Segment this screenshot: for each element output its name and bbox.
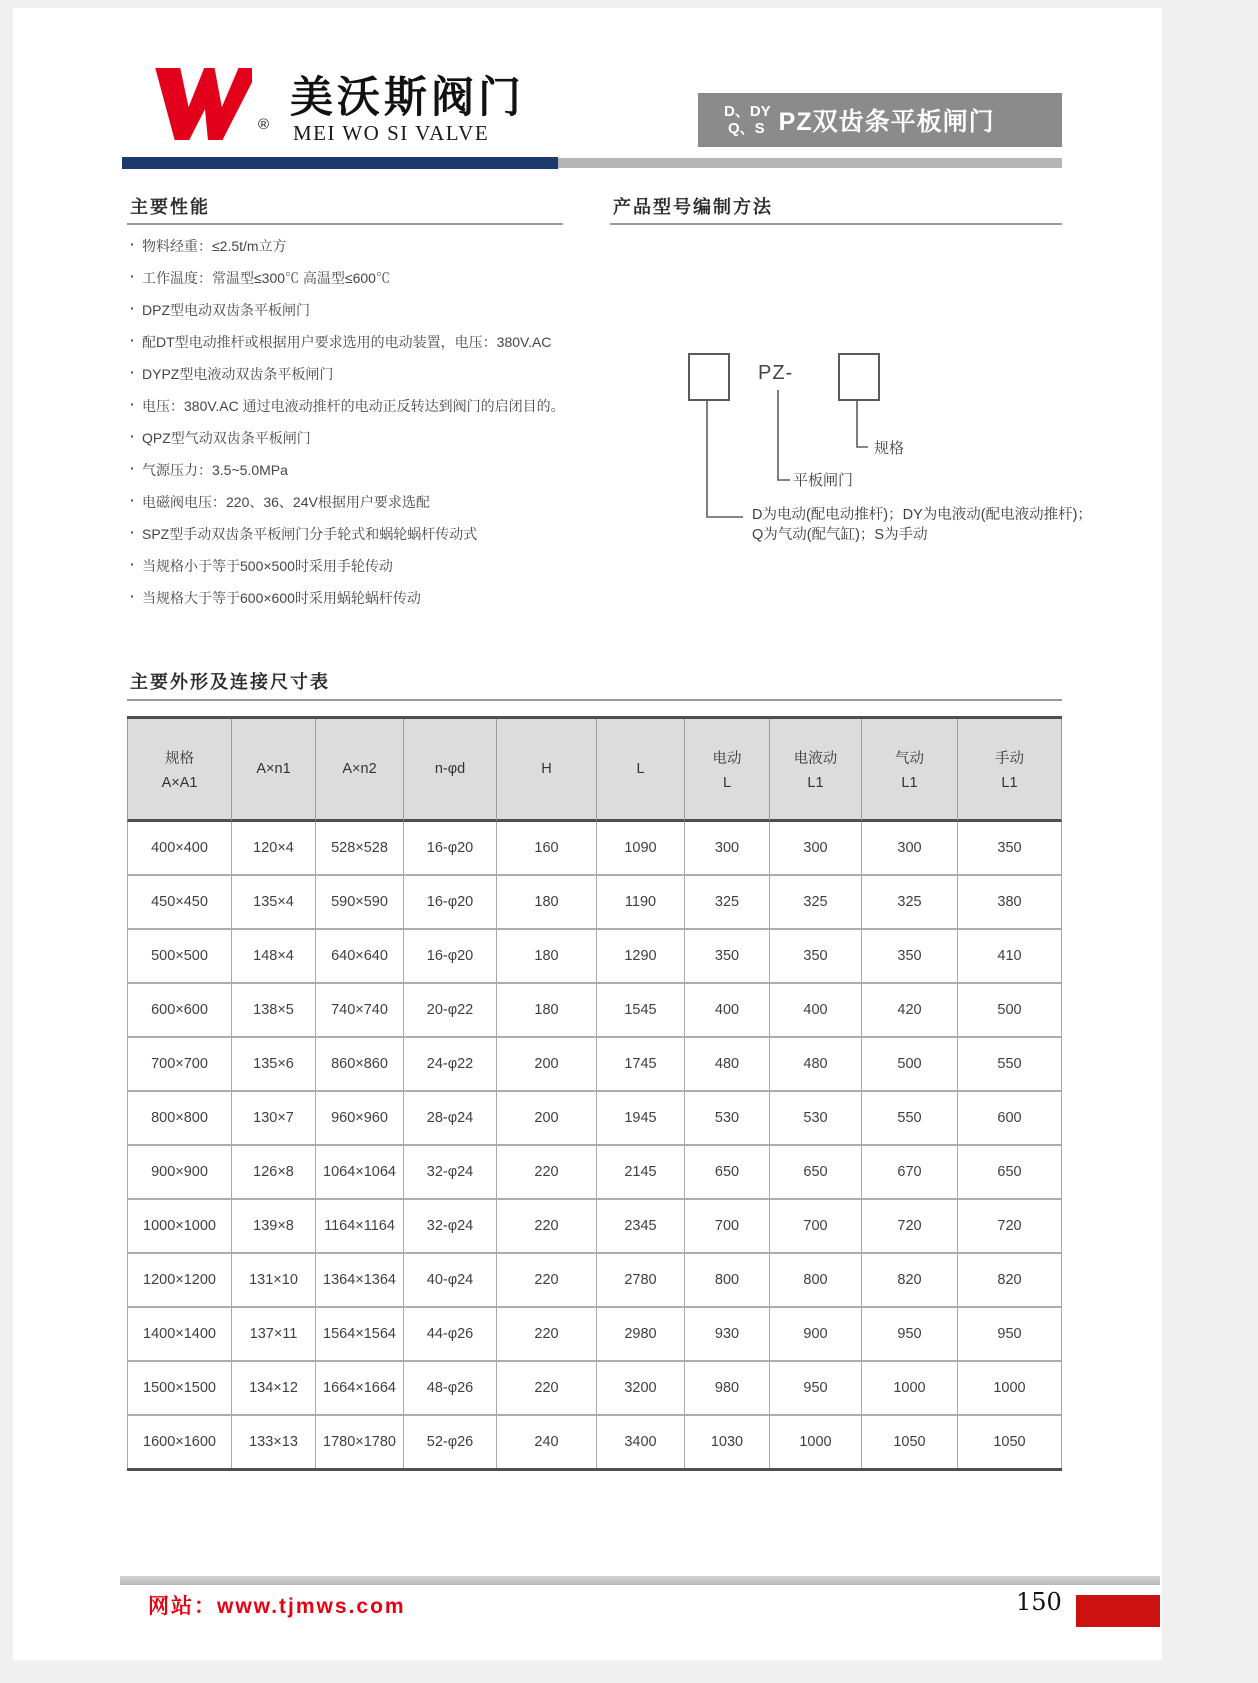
table-cell: 900×900	[127, 1146, 232, 1200]
table-cell: 700	[685, 1200, 770, 1254]
performance-item-text: QPZ型气动双齿条平板闸门	[142, 430, 311, 446]
header-label-top: 手动	[995, 751, 1024, 767]
performance-item-text: 电磁阀电压：220、36、24V根据用户要求选配	[142, 494, 430, 510]
table-header-cell	[958, 719, 1062, 822]
table-cell: 350	[770, 930, 862, 984]
performance-item-text: 工作温度：常温型≤300℃ 高温型≤600℃	[142, 270, 390, 286]
table-cell: 20-φ22	[404, 984, 497, 1038]
table-row	[127, 930, 1062, 984]
table-cell: 160	[497, 822, 597, 876]
performance-heading-rule	[127, 223, 563, 225]
model-diagram-spec-label: 规格	[874, 440, 905, 457]
table-cell: 135×4	[232, 876, 316, 930]
header-label-bottom: L1	[901, 775, 918, 791]
table-header-cell	[862, 719, 958, 822]
table-cell: 590×590	[316, 876, 404, 930]
table-cell: 950	[862, 1308, 958, 1362]
table-cell: 200	[497, 1038, 597, 1092]
table-cell: 500×500	[127, 930, 232, 984]
table-cell: 980	[685, 1362, 770, 1416]
model-diagram-drive-label-line1: D为电动(配电动推杆)；DY为电液动(配电液动推杆)；	[752, 507, 1092, 523]
table-cell: 530	[770, 1092, 862, 1146]
performance-item-text: 当规格大于等于600×600时采用蜗轮蜗杆传动	[142, 590, 421, 606]
table-cell: 1945	[597, 1092, 685, 1146]
table-cell: 325	[862, 876, 958, 930]
table-cell: 2980	[597, 1308, 685, 1362]
table-cell: 450×450	[127, 876, 232, 930]
table-cell: 1050	[958, 1416, 1062, 1468]
performance-item-text: DYPZ型电液动双齿条平板闸门	[142, 366, 334, 382]
table-cell: 24-φ22	[404, 1038, 497, 1092]
header-label-top: 规格	[165, 751, 194, 767]
header-label-top: H	[541, 761, 552, 777]
table-header-cell	[232, 719, 316, 822]
bullet-dot: ·	[130, 492, 135, 508]
logo-name-cn: 美沃斯阀门	[290, 73, 525, 123]
table-cell: 1200×1200	[127, 1254, 232, 1308]
table-cell: 640×640	[316, 930, 404, 984]
table-cell: 1400×1400	[127, 1308, 232, 1362]
table-cell: 180	[497, 930, 597, 984]
table-header-cell	[404, 719, 497, 822]
table-header-row	[127, 719, 1062, 822]
table-header-cell	[316, 719, 404, 822]
logo-name-en: MEI WO SI VALVE	[293, 121, 490, 145]
table-cell: 650	[958, 1146, 1062, 1200]
performance-item	[130, 364, 580, 396]
table-row	[127, 1362, 1062, 1416]
table-row	[127, 1038, 1062, 1092]
table-cell: 650	[770, 1146, 862, 1200]
table-cell: 950	[770, 1362, 862, 1416]
bullet-dot: ·	[130, 332, 135, 348]
product-banner	[698, 93, 1062, 147]
table-cell: 1090	[597, 822, 685, 876]
performance-item	[130, 524, 580, 556]
model-diagram-valve-label: 平板闸门	[793, 472, 854, 489]
table-row	[127, 984, 1062, 1038]
model-diagram-drive-box	[688, 353, 730, 401]
table-row	[127, 1200, 1062, 1254]
header-label-bottom: L1	[807, 775, 824, 791]
table-row	[127, 1308, 1062, 1362]
footer-red-block	[1076, 1595, 1160, 1627]
header-label-top: A×n2	[342, 761, 377, 777]
table-cell: 180	[497, 984, 597, 1038]
model-diagram-drive-label-line2: Q为气动(配气缸)；S为手动	[752, 527, 928, 543]
model-method-heading: 产品型号编制方法	[613, 197, 773, 217]
table-cell: 300	[685, 822, 770, 876]
header-rule-gray	[558, 158, 1062, 168]
table-cell: 300	[770, 822, 862, 876]
scan-edge-right	[1162, 0, 1258, 1683]
table-cell: 860×860	[316, 1038, 404, 1092]
table-cell: 3400	[597, 1416, 685, 1468]
table-cell: 16-φ20	[404, 930, 497, 984]
bullet-dot: ·	[130, 428, 135, 444]
table-cell: 350	[958, 822, 1062, 876]
table-cell: 16-φ20	[404, 876, 497, 930]
table-cell: 1000	[958, 1362, 1062, 1416]
table-cell: 820	[958, 1254, 1062, 1308]
bullet-dot: ·	[130, 524, 135, 540]
table-cell: 1564×1564	[316, 1308, 404, 1362]
registered-mark: ®	[258, 116, 270, 133]
table-cell: 960×960	[316, 1092, 404, 1146]
table-cell: 350	[862, 930, 958, 984]
performance-heading: 主要性能	[130, 197, 210, 217]
table-cell: 930	[685, 1308, 770, 1362]
banner-codes-line1: D、DY	[724, 102, 771, 120]
table-cell: 1780×1780	[316, 1416, 404, 1468]
performance-item-text: 物料经重：≤2.5t/m立方	[142, 238, 287, 254]
table-row	[127, 822, 1062, 876]
performance-item-text: 配DT型电动推杆或根据用户要求选用的电动装置，电压：380V.AC	[142, 334, 552, 350]
table-cell: 400	[770, 984, 862, 1038]
table-cell: 220	[497, 1200, 597, 1254]
performance-item-text: SPZ型手动双齿条平板闸门分手轮式和蜗轮蜗杆传动式	[142, 526, 478, 542]
table-row	[127, 876, 1062, 930]
table-cell: 220	[497, 1362, 597, 1416]
header-rule-blue	[122, 157, 558, 169]
table-cell: 900	[770, 1308, 862, 1362]
table-cell: 2345	[597, 1200, 685, 1254]
table-cell: 1290	[597, 930, 685, 984]
table-cell: 137×11	[232, 1308, 316, 1362]
table-cell: 528×528	[316, 822, 404, 876]
table-cell: 1664×1664	[316, 1362, 404, 1416]
table-cell: 220	[497, 1254, 597, 1308]
table-cell: 550	[862, 1092, 958, 1146]
performance-item	[130, 396, 580, 428]
performance-item-text: 电压：380V.AC 通过电液动推杆的电动正反转达到阀门的启闭目的。	[142, 398, 565, 414]
table-cell: 480	[770, 1038, 862, 1092]
bullet-dot: ·	[130, 364, 135, 380]
table-cell: 350	[685, 930, 770, 984]
table-cell: 720	[958, 1200, 1062, 1254]
bullet-dot: ·	[130, 396, 135, 412]
table-cell: 410	[958, 930, 1062, 984]
table-header-cell	[127, 719, 232, 822]
table-cell: 134×12	[232, 1362, 316, 1416]
table-cell: 32-φ24	[404, 1146, 497, 1200]
performance-item	[130, 236, 580, 268]
table-cell: 600	[958, 1092, 1062, 1146]
table-cell: 1545	[597, 984, 685, 1038]
table-cell: 720	[862, 1200, 958, 1254]
table-header-cell	[770, 719, 862, 822]
bullet-dot: ·	[130, 588, 135, 604]
performance-item	[130, 300, 580, 332]
header-label-bottom: L1	[1001, 775, 1018, 791]
table-cell: 40-φ24	[404, 1254, 497, 1308]
table-cell: 500	[862, 1038, 958, 1092]
footer-rule	[120, 1576, 1160, 1585]
table-cell: 550	[958, 1038, 1062, 1092]
bullet-dot: ·	[130, 268, 135, 284]
table-cell: 1500×1500	[127, 1362, 232, 1416]
bullet-dot: ·	[130, 300, 135, 316]
header-label-bottom: L	[722, 775, 732, 791]
performance-item	[130, 460, 580, 492]
table-header-cell	[685, 719, 770, 822]
table-cell: 1164×1164	[316, 1200, 404, 1254]
page-number: 150	[1016, 1588, 1062, 1616]
header-label-top: n-φd	[434, 761, 466, 777]
table-cell: 1600×1600	[127, 1416, 232, 1468]
table-cell: 2780	[597, 1254, 685, 1308]
bullet-dot: ·	[130, 460, 135, 476]
table-row	[127, 1146, 1062, 1200]
table-cell: 16-φ20	[404, 822, 497, 876]
table-cell: 650	[685, 1146, 770, 1200]
table-cell: 180	[497, 876, 597, 930]
table-cell: 600×600	[127, 984, 232, 1038]
table-cell: 1190	[597, 876, 685, 930]
header-label-top: 电动	[712, 751, 742, 767]
performance-item	[130, 332, 580, 364]
table-header-cell	[497, 719, 597, 822]
table-cell: 32-φ24	[404, 1200, 497, 1254]
header-label-bottom: A×A1	[161, 775, 198, 791]
model-method-heading-rule	[610, 223, 1062, 225]
table-cell: 48-φ26	[404, 1362, 497, 1416]
table-cell: 1000	[770, 1416, 862, 1468]
performance-list	[130, 236, 580, 620]
table-row	[127, 1092, 1062, 1146]
header-label-top: L	[636, 761, 645, 777]
table-cell: 530	[685, 1092, 770, 1146]
table-cell: 740×740	[316, 984, 404, 1038]
banner-title: PZ双齿条平板闸门	[778, 108, 995, 136]
table-cell: 126×8	[232, 1146, 316, 1200]
performance-item	[130, 492, 580, 524]
table-cell: 44-φ26	[404, 1308, 497, 1362]
table-cell: 1745	[597, 1038, 685, 1092]
table-cell: 1000×1000	[127, 1200, 232, 1254]
table-cell: 2145	[597, 1146, 685, 1200]
dimensions-heading-rule	[127, 699, 1062, 701]
table-cell: 1000	[862, 1362, 958, 1416]
footer-website: 网站：www.tjmws.com	[148, 1595, 406, 1618]
table-cell: 148×4	[232, 930, 316, 984]
table-cell: 300	[862, 822, 958, 876]
table-cell: 1050	[862, 1416, 958, 1468]
table-cell: 700×700	[127, 1038, 232, 1092]
table-body	[127, 822, 1062, 1468]
table-cell: 420	[862, 984, 958, 1038]
table-cell: 135×6	[232, 1038, 316, 1092]
banner-model-codes	[724, 103, 771, 138]
performance-item	[130, 588, 580, 620]
table-row	[127, 1254, 1062, 1308]
model-diagram-code: PZ-	[758, 362, 794, 384]
performance-item	[130, 268, 580, 300]
logo-mark-icon	[148, 68, 252, 140]
table-cell: 52-φ26	[404, 1416, 497, 1468]
header-label-top: 电液动	[793, 751, 838, 767]
table-cell: 325	[685, 876, 770, 930]
bullet-dot: ·	[130, 556, 135, 572]
table-cell: 240	[497, 1416, 597, 1468]
table-cell: 325	[770, 876, 862, 930]
table-row	[127, 1416, 1062, 1468]
dimensions-heading: 主要外形及连接尺寸表	[130, 672, 330, 692]
table-cell: 670	[862, 1146, 958, 1200]
performance-item	[130, 428, 580, 460]
performance-item-text: 当规格小于等于500×500时采用手轮传动	[142, 558, 393, 574]
table-cell: 200	[497, 1092, 597, 1146]
table-cell: 400	[685, 984, 770, 1038]
table-cell: 130×7	[232, 1092, 316, 1146]
model-diagram-spec-box	[838, 353, 880, 401]
scan-edge-left	[0, 0, 13, 1683]
table-cell: 138×5	[232, 984, 316, 1038]
table-cell: 1364×1364	[316, 1254, 404, 1308]
table-cell: 400×400	[127, 822, 232, 876]
table-cell: 220	[497, 1308, 597, 1362]
table-cell: 950	[958, 1308, 1062, 1362]
bullet-dot: ·	[130, 236, 135, 252]
table-cell: 139×8	[232, 1200, 316, 1254]
table-cell: 800	[685, 1254, 770, 1308]
header-label-top: A×n1	[256, 761, 291, 777]
table-cell: 800	[770, 1254, 862, 1308]
banner-codes-line2: Q、S	[728, 120, 765, 137]
header-label-top: 气动	[895, 751, 924, 767]
table-cell: 1030	[685, 1416, 770, 1468]
dimensions-table	[127, 716, 1062, 1471]
table-cell: 700	[770, 1200, 862, 1254]
scan-edge-top	[0, 0, 1258, 8]
table-cell: 120×4	[232, 822, 316, 876]
performance-item	[130, 556, 580, 588]
table-cell: 500	[958, 984, 1062, 1038]
table-cell: 1064×1064	[316, 1146, 404, 1200]
table-cell: 820	[862, 1254, 958, 1308]
table-cell: 133×13	[232, 1416, 316, 1468]
table-cell: 220	[497, 1146, 597, 1200]
performance-item-text: 气源压力：3.5~5.0MPa	[142, 462, 288, 478]
table-header-cell	[597, 719, 685, 822]
table-cell: 28-φ24	[404, 1092, 497, 1146]
table-cell: 131×10	[232, 1254, 316, 1308]
performance-item-text: DPZ型电动双齿条平板闸门	[142, 302, 310, 318]
table-cell: 480	[685, 1038, 770, 1092]
table-cell: 800×800	[127, 1092, 232, 1146]
table-cell: 3200	[597, 1362, 685, 1416]
scan-edge-bottom	[0, 1660, 1258, 1683]
table-cell: 380	[958, 876, 1062, 930]
